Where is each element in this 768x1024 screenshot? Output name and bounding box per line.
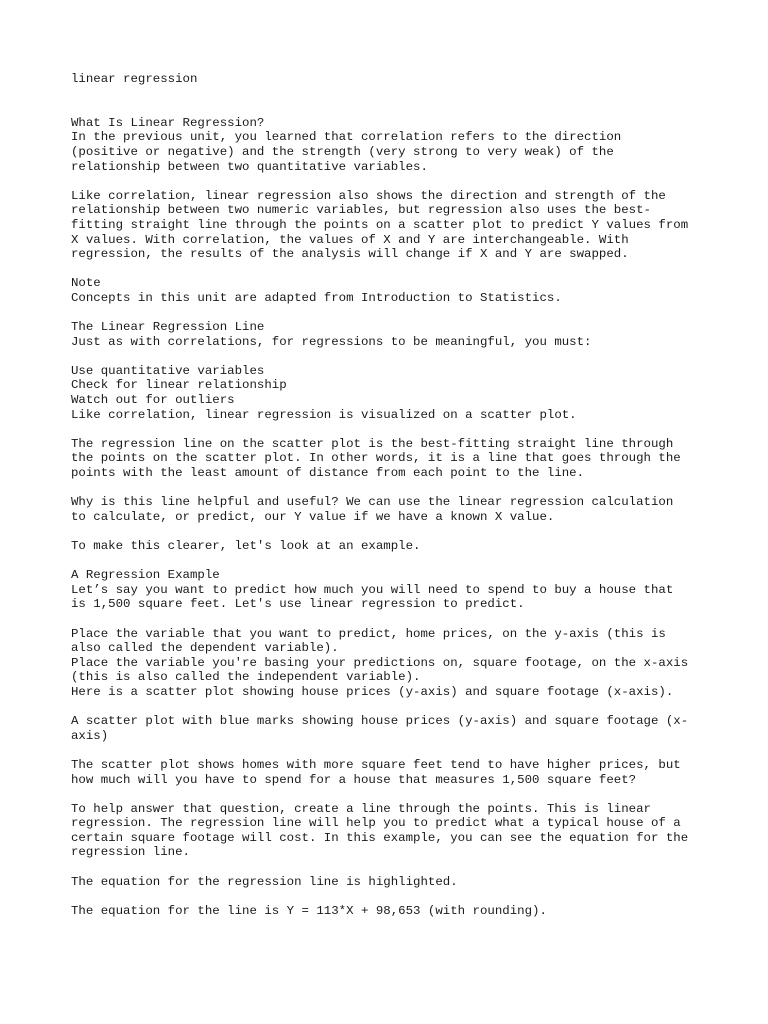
- paragraph-line: The regression line on the scatter plot is the best-fitting straight line through: [71, 436, 674, 451]
- paragraph-line: In the previous unit, you learned that correlation refers to the direction: [71, 130, 622, 145]
- paragraph-line: (this is also called the independent variable).: [71, 670, 421, 685]
- paragraph-line: Like correlation, linear regression also shows the direction and strength of the: [71, 188, 666, 203]
- document-page: [71, 72, 711, 918]
- paragraph-line: Here is a scatter plot showing house prices (y-axis) and square footage (x-axis).: [71, 684, 674, 699]
- paragraph-line: regression. The regression line will help you to predict what a typical house of a: [71, 816, 681, 831]
- paragraph-line: (positive or negative) and the strength (very strong to very weak) of the: [71, 144, 614, 159]
- section-heading: What Is Linear Regression?: [71, 115, 265, 130]
- paragraph-line: regression, the results of the analysis will change if X and Y are swapped.: [71, 247, 629, 262]
- paragraph-line: points with the least amount of distance from each point to the line.: [71, 466, 585, 481]
- paragraph-line: relationship between two numeric variables, but regression also uses the best-: [71, 203, 651, 218]
- list-item: Use quantitative variables: [71, 363, 265, 378]
- paragraph-line: X values. With correlation, the values of X and Y are interchangeable. With: [71, 232, 629, 247]
- paragraph-line: to calculate, or predict, our Y value if we have a known X value.: [71, 509, 555, 524]
- paragraph-line: also called the dependent variable).: [71, 641, 339, 656]
- paragraph-line: is 1,500 square feet. Let's use linear regression to predict.: [71, 597, 525, 612]
- paragraph-line: Like correlation, linear regression is visualized on a scatter plot.: [71, 407, 577, 422]
- paragraph-line: certain square footage will cost. In this example, you can see the equation for the: [71, 830, 689, 845]
- document-title: linear regression: [71, 72, 198, 86]
- section-heading: Note: [71, 276, 101, 291]
- paragraph-line: To make this clearer, let's look at an example.: [71, 539, 421, 553]
- paragraph-line: Concepts in this unit are adapted from Introduction to Statistics.: [71, 290, 562, 305]
- paragraph-line: Why is this line helpful and useful? We can use the linear regression calculation: [71, 495, 674, 510]
- paragraph-line: The scatter plot shows homes with more square feet tend to have higher prices, but: [71, 757, 681, 772]
- paragraph-line: Place the variable you're basing your predictions on, square footage, on the x-axis: [71, 655, 689, 670]
- regression-equation: The equation for the line is Y = 113*X + 98,653 (with rounding).: [71, 903, 547, 918]
- list-item: Watch out for outliers: [71, 393, 235, 408]
- image-alt-text: A scatter plot with blue marks showing house prices (y-axis) and square footage (x-: [71, 714, 689, 729]
- paragraph-line: To help answer that question, create a line through the points. This is linear: [71, 801, 651, 816]
- section-heading: A Regression Example: [71, 568, 220, 583]
- paragraph-line: regression line.: [71, 845, 190, 860]
- paragraph-line: Place the variable that you want to predict, home prices, on the y-axis (this is: [71, 626, 666, 641]
- image-alt-text: axis): [71, 728, 109, 743]
- paragraph-line: fitting straight line through the points on a scatter plot to predict Y values from: [71, 217, 689, 232]
- paragraph-line: the points on the scatter plot. In other words, it is a line that goes through the: [71, 451, 681, 466]
- paragraph-line: Let’s say you want to predict how much you will need to spend to buy a house that: [71, 582, 674, 597]
- paragraph-line: how much will you have to spend for a house that measures 1,500 square feet?: [71, 772, 637, 787]
- paragraph-line: Just as with correlations, for regressions to be meaningful, you must:: [71, 334, 592, 349]
- list-item: Check for linear relationship: [71, 378, 287, 393]
- paragraph-line: The equation for the regression line is highlighted.: [71, 874, 458, 889]
- section-heading: The Linear Regression Line: [71, 320, 265, 335]
- paragraph-line: relationship between two quantitative variables.: [71, 159, 428, 174]
